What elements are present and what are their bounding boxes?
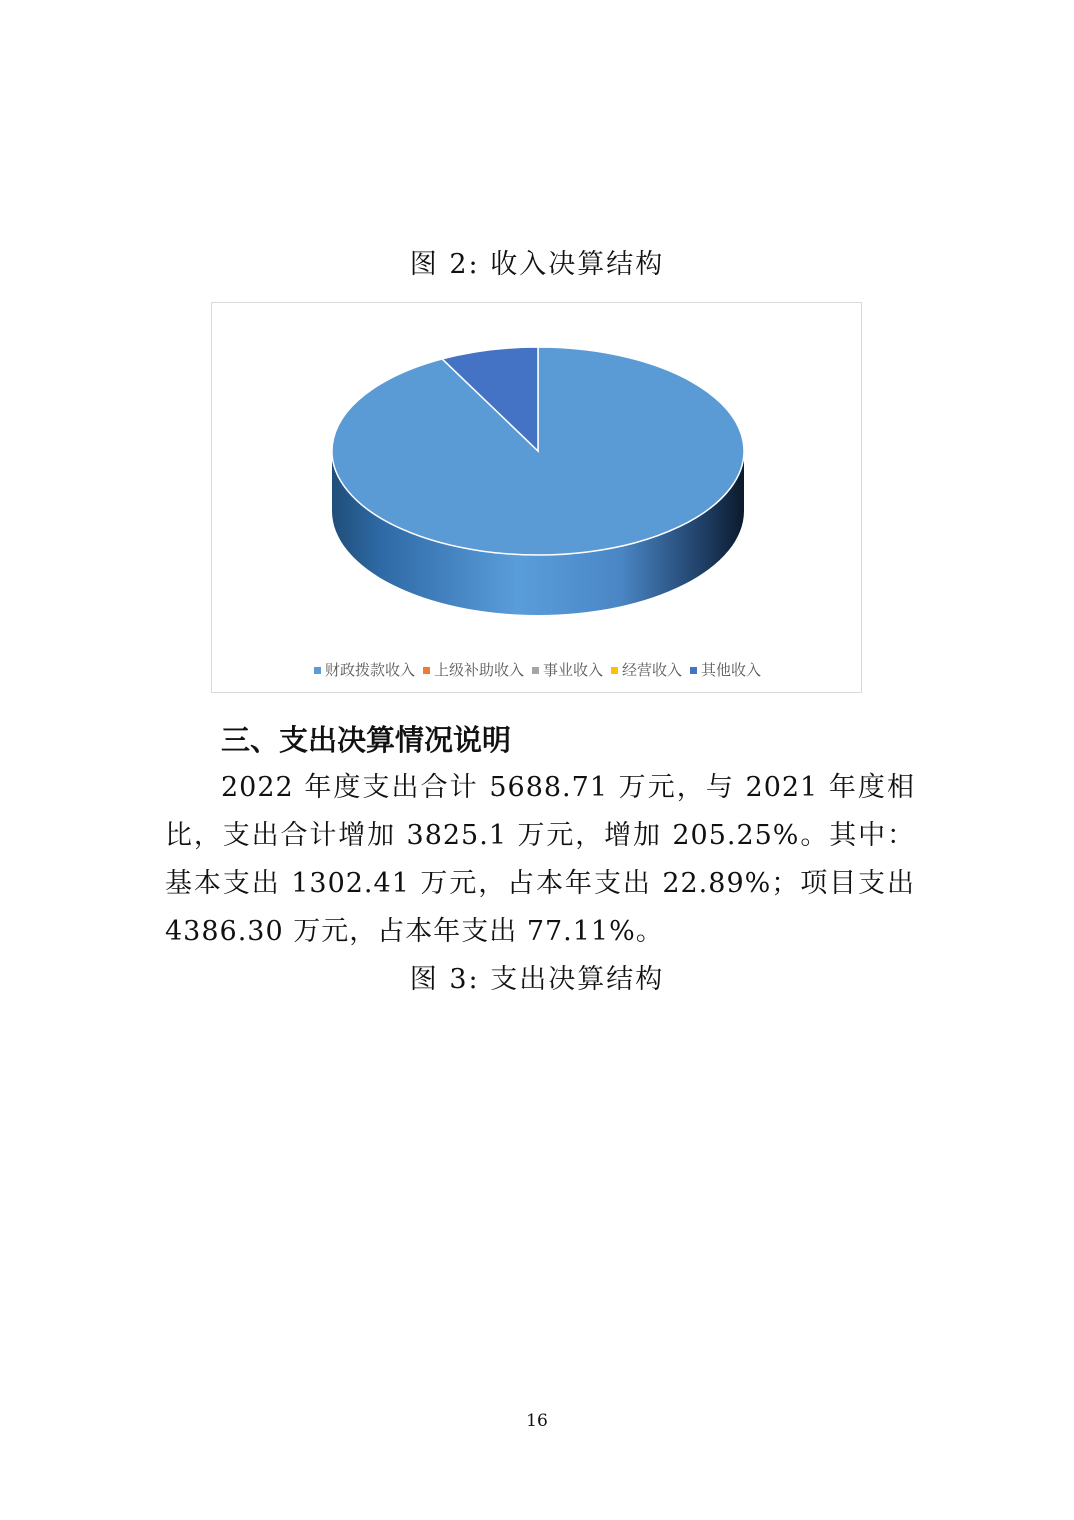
pie-chart-canvas [212,303,863,653]
legend-label: 经营收入 [622,661,683,679]
legend-swatch [532,667,539,674]
legend-item [423,659,524,680]
page-number: 16 [526,1411,548,1431]
legend-item [690,659,761,680]
section-heading: 三、支出决算情况说明 [221,723,512,757]
legend-swatch [423,667,430,674]
legend-label: 其他收入 [701,661,762,679]
legend-label: 财政拨款收入 [324,661,415,679]
legend-swatch [611,667,618,674]
legend-label: 事业收入 [542,661,603,679]
legend-label: 上级补助收入 [433,661,524,679]
legend-swatch [314,667,321,674]
figure-3-caption: 图 3: 支出决算结构 [409,964,665,995]
legend-swatch [690,667,697,674]
chart-legend [212,659,863,680]
legend-item [611,659,682,680]
income-pie-chart [211,302,862,693]
expenditure-paragraph: 2022 年度支出合计 5688.71 万元，与 2021 年度相比，支出合计增加 3825.1 万元，增加 205.25%。其中：基本支出 1302.41 万元，占本年支出 22.89%；项目支出 4386.30 万元，占本年支出 77.11%。 [165,772,915,947]
figure-2-caption: 图 2: 收入决算结构 [409,249,665,280]
legend-item [532,659,603,680]
legend-item [314,659,415,680]
